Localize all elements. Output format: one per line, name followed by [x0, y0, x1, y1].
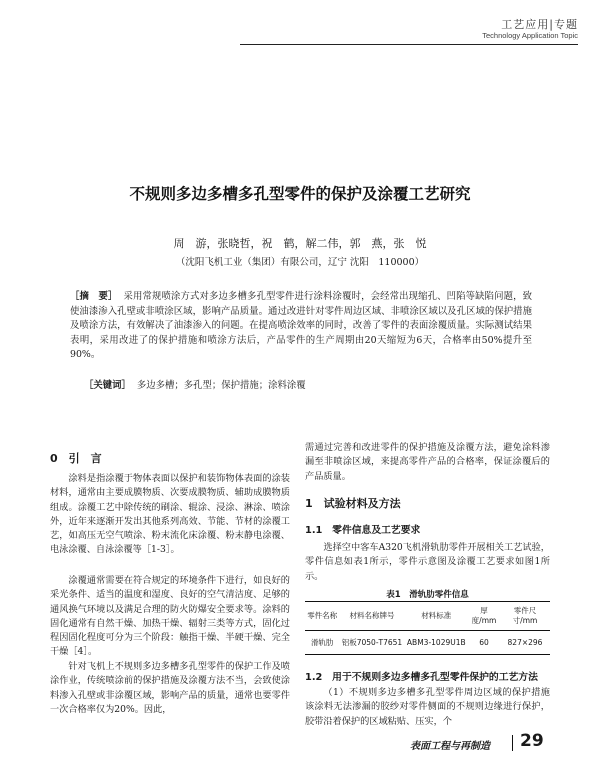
affiliation: （沈阳飞机工业（集团）有限公司，辽宁 沈阳 110000） — [175, 257, 425, 268]
continued-paragraph: 需通过完善和改进零件的保护措施及涂覆方法，避免涂料渗漏至非喷涂区域，来提高零件产品的合格率，保证涂覆后的产品质量。 — [305, 442, 550, 482]
section-0-paragraph-3: 针对飞机上不规则多边多槽多孔型零件的保护工作及喷涂作业，传统喷涂前的保护措施及涂覆方法不当，会致使涂料渗入孔壁或非涂覆区域，影响产品的质量，通常也要零件一次合格率仅为20%。因此， — [50, 661, 290, 715]
section-1-paragraph-1: 选择空中客车A320飞机滑轨肋零件开展相关工艺试验，零件信息如表1所示，零件示意图及涂覆工艺要求如图1所示。 — [305, 542, 550, 582]
section-1-paragraph-2: （1）不规则多边多槽多孔型零件周边区域的保护措施 该涂料无法渗漏的胶纱对零件侧面的不规则边缘进行保护，胶带沿着保护的区域粘贴、压实，个 — [305, 687, 560, 727]
footer-separator — [512, 735, 513, 751]
abstract — [70, 290, 532, 363]
parts-info-table — [305, 601, 550, 655]
abstract-text: 采用常规喷涂方式对多边多槽多孔型零件进行涂料涂覆时，会经常出现缩孔、凹陷等缺陷问题，致使油漆渗入孔壁或非喷涂区域，影响产品质量。通过改进针对零件周边区域、非喷涂区域以及孔区域的保护措施及喷涂方法，有效解决了油漆渗入的问题。在提高喷涂效率的同时，改善了零件的表面涂覆质量。实际测试结果表明，采用改进了的保护措施和喷涂方法后，产品零件的生产周期由20天缩短为6天，合格率由50%提升至90%。 — [70, 291, 532, 361]
subsection-1-2-heading — [305, 665, 550, 684]
table-header-cell: 厚度/mm — [468, 602, 500, 631]
table-header-cell: 零件尺寸/mm — [500, 602, 550, 631]
section-1-heading — [305, 492, 550, 511]
running-header-section-en: Technology Application Topic — [482, 31, 578, 40]
table-cell: 827×296 — [500, 631, 550, 655]
abstract-label: ［摘 要］ — [70, 291, 118, 302]
section-heading-text: 1 试验材料及方法 — [305, 497, 401, 510]
table-cell: 滑轨肋 — [305, 631, 339, 655]
table-row — [305, 631, 550, 655]
table-cell: 60 — [468, 631, 500, 655]
author-list: 周 游，张晓哲，祝 鹤，解二伟，郭 燕，张 悦 — [173, 237, 427, 250]
section-heading-text: 0 引 言 — [50, 452, 102, 465]
section-0-heading — [50, 447, 290, 466]
table-header-cell: 零件名称 — [305, 602, 339, 631]
paper-title: 不规则多边多槽多孔型零件的保护及涂覆工艺研究 — [129, 185, 471, 203]
keywords-text: 多边多槽；多孔型；保护措施；涂料涂覆 — [136, 380, 306, 391]
table-cell: 铝板7050-T7651 — [339, 631, 404, 655]
subsection-1-1-heading — [305, 518, 550, 537]
subsection-heading-text: 1.2 用于不规则多边多槽多孔型零件保护的工艺方法 — [305, 672, 538, 683]
keywords — [84, 379, 532, 393]
running-header-section: 工艺应用|专题 — [501, 18, 578, 31]
journal-name: 表面工程与再制造 — [410, 741, 490, 752]
table-header-cell: 材料名称牌号 — [339, 602, 404, 631]
section-0-paragraph-2: 涂覆通常需要在符合规定的环境条件下进行，如良好的采光条件、适当的温度和湿度、良好的空气清洁度、足够的通风换气环境以及满足合理的防火防爆安全要求等。涂料的固化通常有自然干燥、加热干燥、辐射三类等方式，固化过程因固化程度可分为三个阶段：触指干燥、半硬干燥、完全干燥［4］。 — [50, 575, 290, 658]
header-rule — [240, 44, 578, 45]
section-0-paragraph-1: 涂料是指涂覆于物体表面以保护和装饰物体表面的涂装材料，通常由主要成膜物质、次要成膜物质、辅助成膜物质组成。涂覆工艺中除传统的刷涂、辊涂、浸涂、淋涂、喷涂外，近年来逐渐开发出其他系列高效、节能、节材的涂覆工艺，如高压无空气喷涂、粉末流化床涂覆、粉末静电涂覆、电泳涂覆、自泳涂覆等［1-3］。 — [50, 473, 290, 556]
table-header-cell: 材料标准 — [405, 602, 468, 631]
parts-table-wrapper — [305, 601, 550, 655]
page-number: 29 — [520, 731, 544, 751]
table-header-row — [305, 602, 550, 631]
table-cell: ABM3-1029U1B — [405, 631, 468, 655]
table-caption: 表1 滑轨肋零件信息 — [386, 590, 469, 600]
keywords-label: ［关键词］ — [84, 380, 131, 391]
subsection-heading-text: 1.1 零件信息及工艺要求 — [305, 525, 421, 536]
